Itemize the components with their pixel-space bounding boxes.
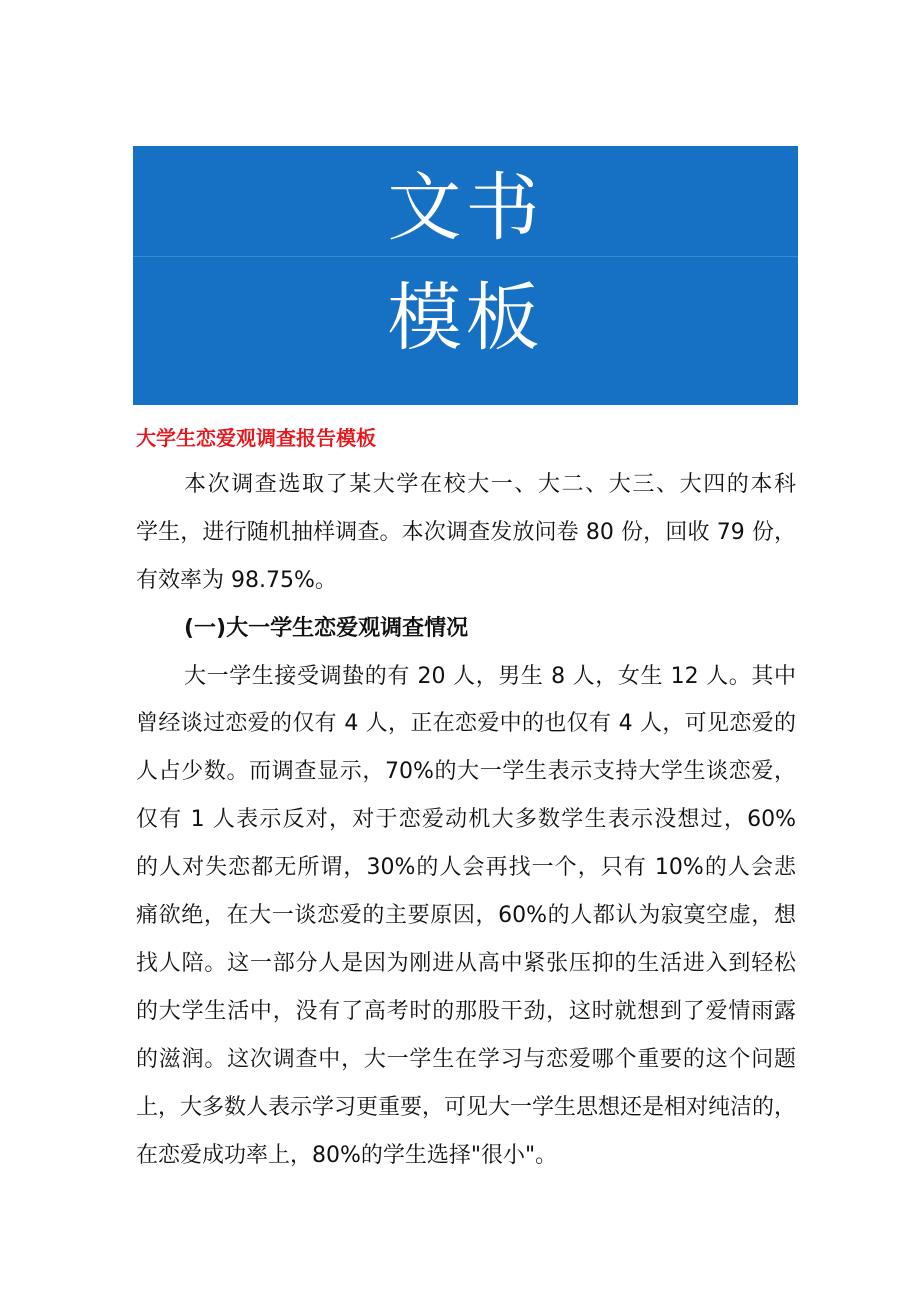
document-title: 大学生恋爱观调查报告模板: [136, 426, 376, 450]
body-line: 的人对失恋都无所谓，30%的人会再找一个，只有 10%的人会悲: [136, 855, 796, 880]
body-line: 上，大多数人表示学习更重要，可见大一学生思想还是相对纯洁的，: [136, 1095, 797, 1120]
body-line: 找人陪。这一部分人是因为刚进从高中紧张压抑的生活进入到轻松: [136, 951, 796, 976]
intro-line: 学生，进行随机抽样调查。本次调查发放问卷 80 份，回收 79 份，: [136, 520, 796, 545]
cover-banner: [133, 146, 798, 405]
banner-title-line1: 文书: [387, 165, 544, 251]
body-line: 大一学生接受调蛰的有 20 人，男生 8 人，女生 12 人。其中: [184, 664, 796, 689]
body-line: 的滋润。这次调查中，大一学生在学习与恋爱哪个重要的这个问题: [136, 1047, 796, 1072]
intro-line: 本次调查选取了某大学在校大一、大二、大三、大四的本科: [184, 472, 796, 497]
intro-line: 有效率为 98.75%。: [136, 568, 337, 593]
body-line: 在恋爱成功率上，80%的学生选择"很小"。: [136, 1143, 558, 1168]
body-line: 仅有 1 人表示反对，对于恋爱动机大多数学生表示没想过，60%: [136, 807, 796, 832]
body-line: 痛欲绝，在大一谈恋爱的主要原因，60%的人都认为寂寞空虚，想: [136, 903, 796, 928]
banner-title-line2: 模板: [387, 275, 544, 361]
body-line: 曾经谈过恋爱的仅有 4 人，正在恋爱中的也仅有 4 人，可见恋爱的: [136, 711, 796, 736]
banner-divider: [133, 256, 798, 257]
section-heading: (一)大一学生恋爱观调查情况: [184, 616, 469, 641]
body-line: 人占少数。而调查显示，70%的大一学生表示支持大学生谈恋爱，: [136, 759, 796, 784]
body-line: 的大学生活中，没有了高考时的那股干劲，这时就想到了爱情雨露: [136, 999, 796, 1024]
